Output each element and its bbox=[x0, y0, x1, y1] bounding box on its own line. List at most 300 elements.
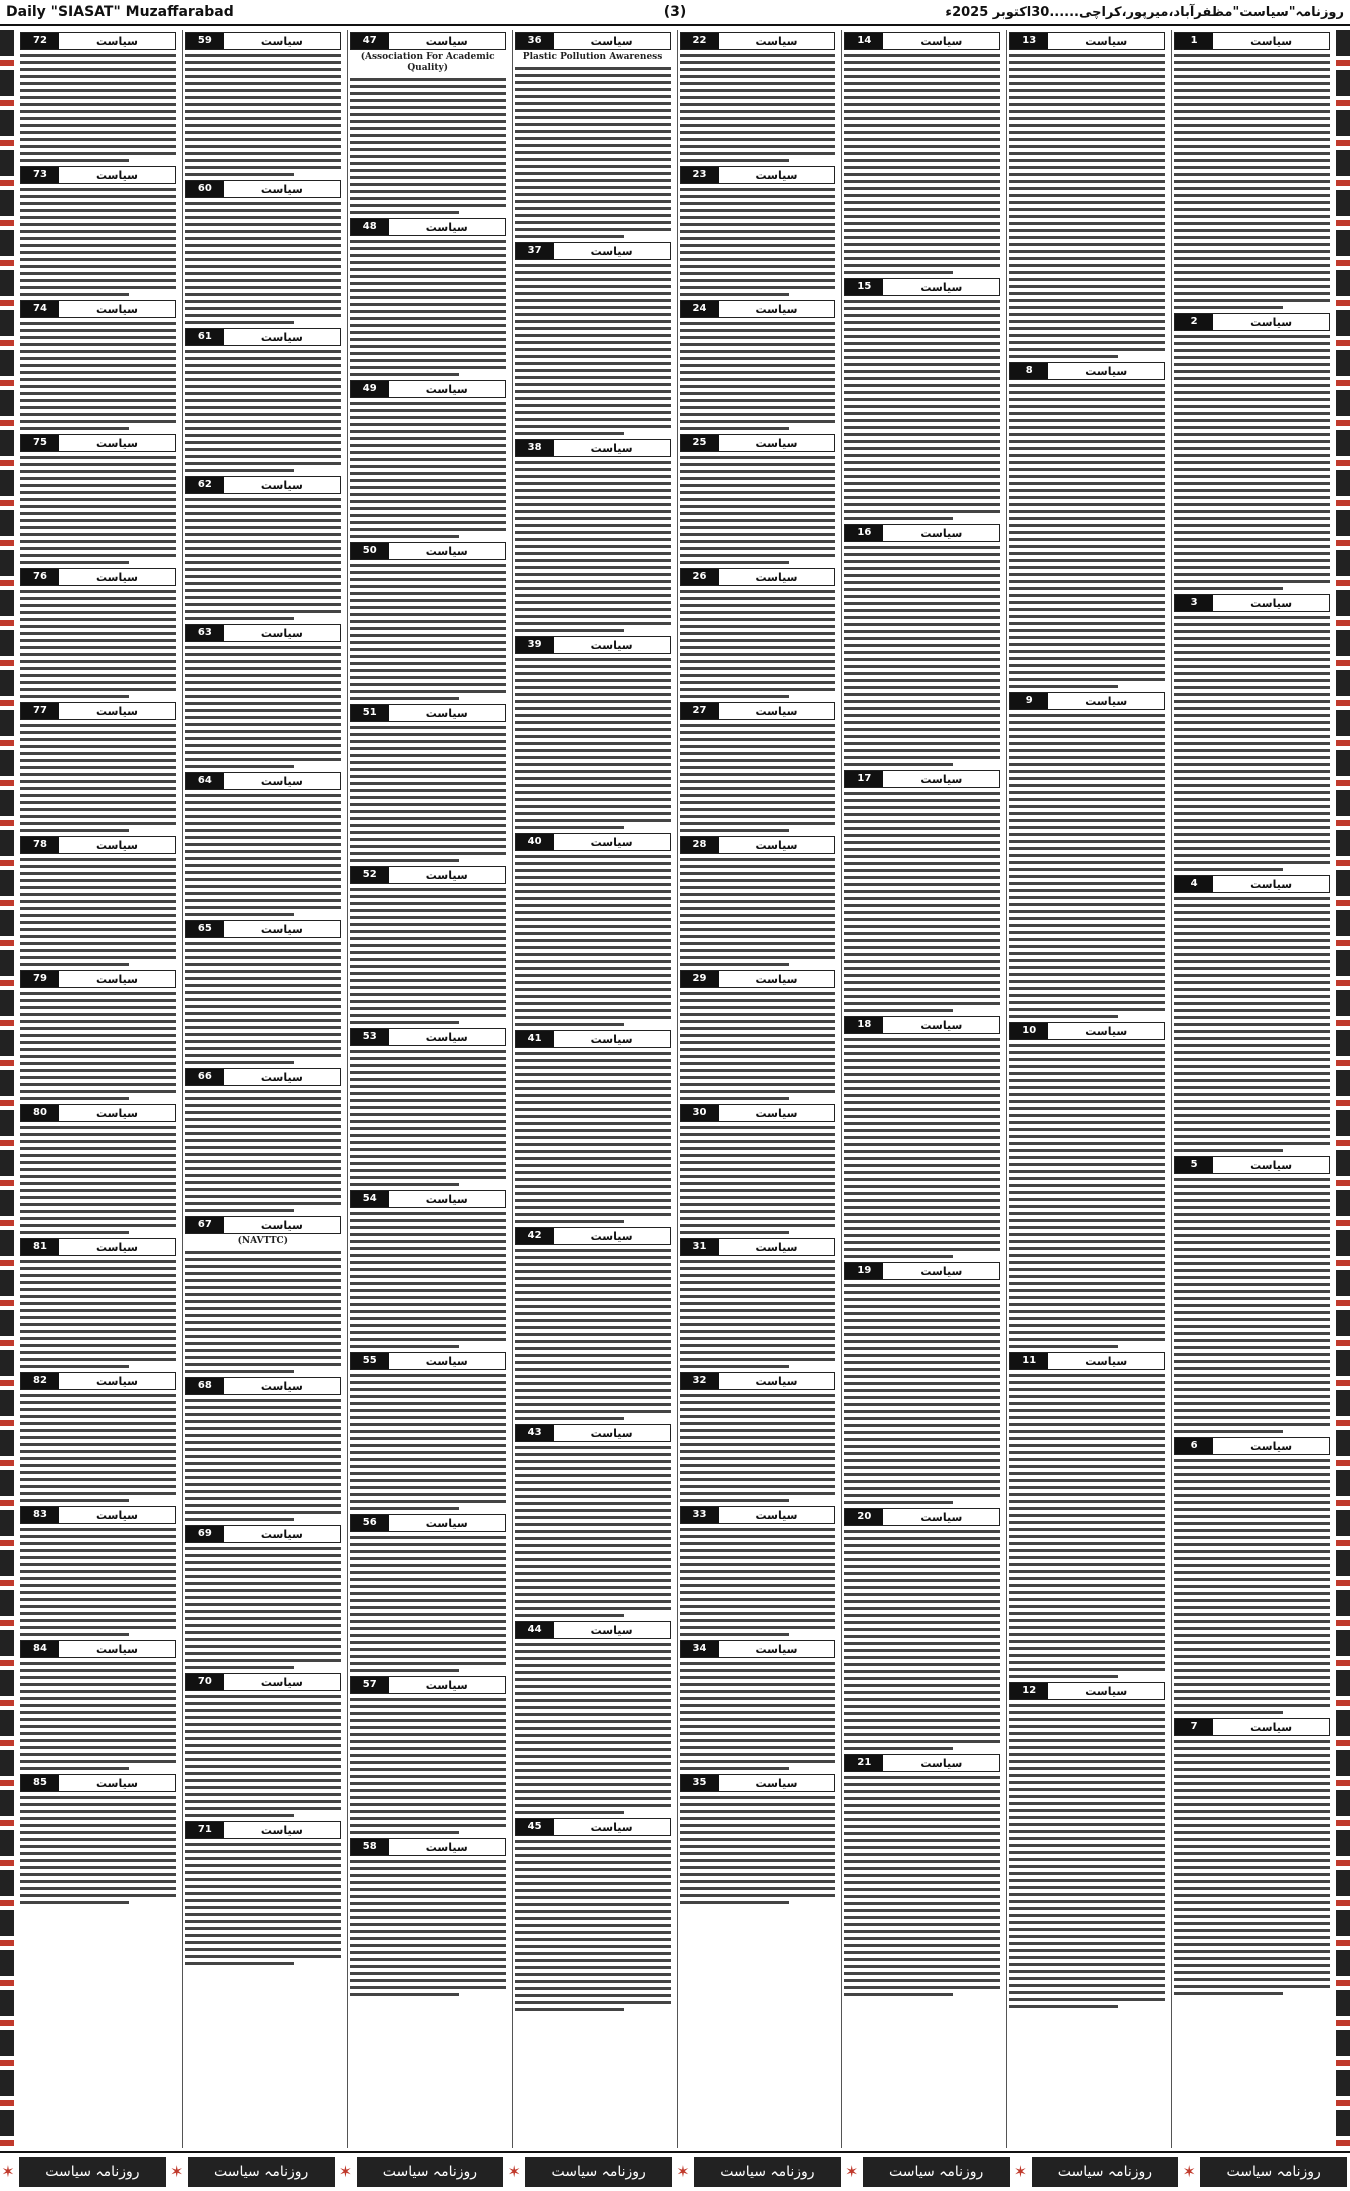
notice-header bbox=[185, 1525, 341, 1543]
text-line bbox=[20, 209, 176, 212]
text-line bbox=[1009, 447, 1165, 450]
notice bbox=[20, 568, 176, 698]
column-2 bbox=[1006, 30, 1167, 2148]
text-line bbox=[680, 251, 836, 254]
text-line bbox=[185, 1490, 341, 1493]
text-line bbox=[1009, 938, 1165, 941]
text-line bbox=[20, 385, 176, 388]
text-line bbox=[1009, 1528, 1165, 1531]
text-line bbox=[515, 151, 671, 154]
text-line bbox=[680, 1062, 836, 1065]
text-line bbox=[515, 179, 671, 182]
text-line bbox=[844, 1881, 1000, 1884]
text-line bbox=[1174, 1508, 1330, 1511]
text-line bbox=[680, 1880, 836, 1883]
notice-header bbox=[844, 1262, 1000, 1280]
text-line bbox=[680, 1732, 836, 1735]
text-line bbox=[350, 775, 506, 778]
text-line bbox=[350, 1564, 506, 1567]
text-line bbox=[20, 223, 176, 226]
text-line bbox=[1174, 335, 1330, 338]
text-line bbox=[1174, 1002, 1330, 1005]
text-line bbox=[185, 427, 341, 430]
text-line bbox=[185, 1314, 341, 1317]
text-line bbox=[515, 1790, 671, 1793]
text-line bbox=[1174, 1107, 1330, 1110]
text-line bbox=[185, 540, 341, 543]
text-line bbox=[680, 357, 836, 360]
notice bbox=[20, 1238, 176, 1368]
notice-body bbox=[185, 1547, 341, 1669]
notice bbox=[844, 32, 1000, 274]
text-line bbox=[844, 1101, 1000, 1104]
text-line bbox=[185, 357, 341, 360]
text-line bbox=[1174, 405, 1330, 408]
text-line bbox=[185, 730, 341, 733]
notice-title: سیاست bbox=[95, 1508, 138, 1522]
notice bbox=[515, 32, 671, 238]
text-line bbox=[185, 1814, 294, 1817]
text-line bbox=[185, 1399, 341, 1402]
text-line bbox=[20, 1069, 176, 1072]
text-line bbox=[680, 1894, 836, 1897]
text-line bbox=[350, 1585, 506, 1588]
text-line bbox=[350, 810, 506, 813]
text-line bbox=[350, 1113, 506, 1116]
text-line bbox=[1174, 1501, 1330, 1504]
notice bbox=[1174, 32, 1330, 309]
notice-title: سیاست bbox=[1250, 34, 1293, 48]
text-line bbox=[680, 1598, 836, 1601]
text-line bbox=[680, 1711, 836, 1714]
text-line bbox=[844, 1551, 1000, 1554]
text-line bbox=[1174, 904, 1330, 907]
text-line bbox=[844, 75, 1000, 78]
notice bbox=[20, 32, 176, 162]
notice-header bbox=[185, 328, 341, 346]
text-line bbox=[20, 1817, 176, 1820]
text-line bbox=[185, 660, 341, 663]
text-line bbox=[1174, 616, 1330, 619]
text-line bbox=[844, 461, 1000, 464]
notice bbox=[185, 180, 341, 324]
text-line bbox=[350, 789, 506, 792]
text-line bbox=[1174, 1585, 1330, 1588]
bottom-label: روزنامہ سیاست bbox=[694, 2157, 841, 2187]
text-line bbox=[20, 124, 176, 127]
text-line bbox=[185, 265, 341, 268]
text-line bbox=[844, 567, 1000, 570]
text-line bbox=[350, 1557, 506, 1560]
text-line bbox=[515, 869, 671, 872]
text-line bbox=[20, 1577, 176, 1580]
text-line bbox=[515, 763, 671, 766]
text-line bbox=[20, 935, 176, 938]
text-line bbox=[680, 223, 836, 226]
notice-title: سیاست bbox=[1085, 694, 1128, 708]
text-line bbox=[350, 1085, 506, 1088]
notice-number: 60 bbox=[186, 181, 224, 197]
notice-body bbox=[515, 1052, 671, 1223]
notice-body bbox=[844, 54, 1000, 274]
text-line bbox=[350, 1444, 506, 1447]
text-line bbox=[1174, 54, 1330, 57]
text-line bbox=[1009, 138, 1165, 141]
text-line bbox=[185, 610, 341, 613]
notice bbox=[185, 1673, 341, 1817]
notice-number: 58 bbox=[351, 1839, 389, 1855]
notice-body bbox=[185, 1843, 341, 1965]
text-line bbox=[1174, 1536, 1330, 1539]
text-line bbox=[680, 674, 836, 677]
notice bbox=[1174, 594, 1330, 871]
text-line bbox=[1174, 159, 1330, 162]
text-line bbox=[844, 1157, 1000, 1160]
text-line bbox=[515, 510, 671, 513]
text-line bbox=[20, 1584, 176, 1587]
text-line bbox=[680, 1852, 836, 1855]
text-line bbox=[350, 1712, 506, 1715]
text-line bbox=[1174, 1676, 1330, 1679]
text-line bbox=[844, 1009, 953, 1012]
text-line bbox=[1009, 215, 1165, 218]
text-line bbox=[20, 1415, 176, 1418]
text-line bbox=[350, 1296, 506, 1299]
text-line bbox=[1174, 798, 1330, 801]
text-line bbox=[350, 1212, 506, 1215]
text-line bbox=[515, 1333, 671, 1336]
text-line bbox=[20, 540, 176, 543]
text-line bbox=[1009, 222, 1165, 225]
text-line bbox=[20, 491, 176, 494]
text-line bbox=[1174, 847, 1330, 850]
text-line bbox=[185, 850, 341, 853]
text-line bbox=[1174, 1929, 1330, 1932]
notice-header bbox=[20, 970, 176, 988]
notice bbox=[515, 833, 671, 1026]
text-line bbox=[20, 1760, 176, 1763]
text-line bbox=[350, 1381, 506, 1384]
text-line bbox=[1009, 461, 1165, 464]
notice-body bbox=[20, 1394, 176, 1502]
text-line bbox=[1174, 637, 1330, 640]
text-line bbox=[1009, 524, 1165, 527]
text-line bbox=[515, 1931, 671, 1934]
text-line bbox=[515, 981, 671, 984]
text-line bbox=[185, 794, 341, 797]
text-line bbox=[185, 152, 341, 155]
text-line bbox=[1009, 391, 1165, 394]
notice-header bbox=[185, 1673, 341, 1691]
text-line bbox=[844, 1347, 1000, 1350]
text-line bbox=[515, 566, 671, 569]
text-line bbox=[1174, 1859, 1330, 1862]
text-line bbox=[185, 1631, 341, 1634]
text-line bbox=[20, 1887, 176, 1890]
notice-body bbox=[350, 1374, 506, 1510]
text-line bbox=[515, 1544, 671, 1547]
text-line bbox=[1174, 264, 1330, 267]
text-line bbox=[20, 1753, 176, 1756]
text-line bbox=[1174, 384, 1330, 387]
text-line bbox=[185, 1589, 341, 1592]
text-line bbox=[844, 1150, 1000, 1153]
text-line bbox=[350, 486, 506, 489]
text-line bbox=[20, 265, 176, 268]
text-line bbox=[350, 1155, 506, 1158]
text-line bbox=[680, 117, 836, 120]
text-line bbox=[515, 777, 671, 780]
notice-header bbox=[1009, 1682, 1165, 1700]
text-line bbox=[1009, 812, 1165, 815]
text-line bbox=[185, 498, 341, 501]
notice-title: سیاست bbox=[95, 302, 138, 316]
text-line bbox=[185, 737, 341, 740]
text-line bbox=[515, 714, 671, 717]
text-line bbox=[185, 1455, 341, 1458]
text-line bbox=[20, 279, 176, 282]
text-line bbox=[185, 378, 341, 381]
text-line bbox=[515, 1150, 671, 1153]
text-line bbox=[185, 1160, 341, 1163]
text-line bbox=[1009, 875, 1165, 878]
text-line bbox=[20, 427, 129, 430]
text-line bbox=[844, 89, 1000, 92]
text-line bbox=[515, 1319, 671, 1322]
text-line bbox=[1009, 854, 1165, 857]
notice bbox=[1009, 32, 1165, 358]
text-line bbox=[185, 1434, 341, 1437]
text-line bbox=[680, 900, 836, 903]
text-line bbox=[350, 465, 506, 468]
text-line bbox=[185, 110, 341, 113]
text-line bbox=[1009, 1121, 1165, 1124]
text-line bbox=[515, 658, 671, 661]
notice bbox=[350, 380, 506, 538]
text-line bbox=[1009, 1177, 1165, 1180]
text-line bbox=[350, 479, 506, 482]
text-line bbox=[1009, 1767, 1165, 1770]
text-line bbox=[515, 728, 671, 731]
text-line bbox=[185, 1582, 341, 1585]
notice-title: سیاست bbox=[590, 638, 633, 652]
text-line bbox=[185, 1012, 341, 1015]
text-line bbox=[1009, 1851, 1165, 1854]
text-line bbox=[350, 1655, 506, 1658]
text-line bbox=[350, 1860, 506, 1863]
text-line bbox=[844, 1305, 1000, 1308]
text-line bbox=[350, 493, 506, 496]
text-line bbox=[844, 721, 1000, 724]
text-line bbox=[844, 588, 1000, 591]
notice-header bbox=[680, 970, 836, 988]
text-line bbox=[20, 815, 176, 818]
notice bbox=[515, 636, 671, 829]
notice-header bbox=[20, 1640, 176, 1658]
text-line bbox=[515, 1368, 671, 1371]
text-line bbox=[185, 885, 341, 888]
text-line bbox=[680, 949, 836, 952]
notice-body bbox=[20, 1260, 176, 1368]
text-line bbox=[844, 1389, 1000, 1392]
notice-body bbox=[1174, 616, 1330, 871]
text-line bbox=[844, 932, 1000, 935]
text-line bbox=[20, 1055, 176, 1058]
text-line bbox=[1174, 665, 1330, 668]
text-line bbox=[515, 1220, 624, 1223]
text-line bbox=[844, 1206, 1000, 1209]
text-line bbox=[1009, 229, 1165, 232]
text-line bbox=[20, 1478, 176, 1481]
text-line bbox=[1174, 735, 1330, 738]
text-line bbox=[185, 1209, 294, 1212]
text-line bbox=[20, 484, 176, 487]
text-line bbox=[844, 1108, 1000, 1111]
text-line bbox=[1174, 721, 1330, 724]
notice-body bbox=[185, 1236, 341, 1373]
text-line bbox=[515, 1213, 671, 1216]
text-line bbox=[20, 625, 176, 628]
text-line bbox=[185, 1765, 341, 1768]
text-line bbox=[350, 1303, 506, 1306]
text-line bbox=[1009, 1598, 1165, 1601]
text-line bbox=[20, 1739, 176, 1742]
text-line bbox=[680, 1027, 836, 1030]
notice-header bbox=[20, 434, 176, 452]
text-line bbox=[515, 102, 671, 105]
notice-number: 75 bbox=[21, 435, 59, 451]
text-line bbox=[1174, 1423, 1330, 1426]
notice bbox=[185, 772, 341, 916]
text-line bbox=[20, 1690, 176, 1693]
notice-title: سیاست bbox=[1085, 1684, 1128, 1698]
text-line bbox=[515, 1361, 671, 1364]
text-line bbox=[350, 1127, 506, 1130]
text-line bbox=[185, 1955, 341, 1958]
text-line bbox=[185, 1132, 341, 1135]
text-line bbox=[515, 946, 671, 949]
notice-title: سیاست bbox=[590, 441, 633, 455]
text-line bbox=[1174, 349, 1330, 352]
text-line bbox=[20, 1422, 176, 1425]
text-line bbox=[515, 1762, 671, 1765]
text-line bbox=[1174, 1065, 1330, 1068]
text-line bbox=[350, 303, 506, 306]
notice-header bbox=[20, 166, 176, 184]
text-line bbox=[1009, 678, 1165, 681]
text-line bbox=[20, 822, 176, 825]
text-line bbox=[20, 1401, 176, 1404]
text-line bbox=[1174, 545, 1330, 548]
text-line bbox=[844, 1593, 1000, 1596]
text-line bbox=[350, 183, 506, 186]
text-line bbox=[20, 406, 176, 409]
notice-title: سیاست bbox=[755, 1508, 798, 1522]
text-line bbox=[20, 1295, 176, 1298]
text-line bbox=[20, 1838, 176, 1841]
text-line bbox=[844, 1459, 1000, 1462]
text-line bbox=[515, 1987, 671, 1990]
text-line bbox=[350, 1169, 506, 1172]
text-line bbox=[844, 665, 1000, 668]
text-line bbox=[20, 1725, 176, 1728]
text-line bbox=[680, 1457, 836, 1460]
text-line bbox=[20, 1189, 176, 1192]
text-line bbox=[844, 110, 1000, 113]
text-line bbox=[1174, 1817, 1330, 1820]
text-line bbox=[680, 653, 836, 656]
text-line bbox=[1009, 257, 1165, 260]
text-line bbox=[844, 876, 1000, 879]
text-line bbox=[1009, 75, 1165, 78]
text-line bbox=[1009, 299, 1165, 302]
text-line bbox=[844, 1712, 1000, 1715]
text-line bbox=[515, 974, 671, 977]
text-line bbox=[20, 872, 176, 875]
text-line bbox=[350, 972, 506, 975]
star-icon: ✶ bbox=[1, 2162, 15, 2181]
text-line bbox=[350, 1986, 506, 1989]
text-line bbox=[515, 1980, 671, 1983]
text-line bbox=[1009, 994, 1165, 997]
text-line bbox=[1009, 334, 1165, 337]
text-line bbox=[515, 1382, 671, 1385]
notice-number: 82 bbox=[21, 1373, 59, 1389]
text-line bbox=[844, 1094, 1000, 1097]
text-line bbox=[515, 2001, 671, 2004]
text-line bbox=[185, 1111, 341, 1114]
text-line bbox=[515, 883, 671, 886]
text-line bbox=[1009, 201, 1165, 204]
text-line bbox=[350, 761, 506, 764]
text-line bbox=[20, 1718, 176, 1721]
text-line bbox=[185, 1483, 341, 1486]
text-line bbox=[1009, 1184, 1165, 1187]
text-line bbox=[185, 899, 341, 902]
text-line bbox=[1009, 1879, 1165, 1882]
notice-header bbox=[20, 1104, 176, 1122]
text-line bbox=[185, 1504, 341, 1507]
notice-header bbox=[20, 1238, 176, 1256]
text-line bbox=[1009, 208, 1165, 211]
text-line bbox=[844, 363, 1000, 366]
text-line bbox=[844, 145, 1000, 148]
text-line bbox=[20, 597, 176, 600]
notice bbox=[680, 1774, 836, 1904]
text-line bbox=[515, 320, 671, 323]
text-line bbox=[844, 1874, 1000, 1877]
text-line bbox=[350, 1374, 506, 1377]
text-line bbox=[1009, 1605, 1165, 1608]
text-line bbox=[20, 322, 176, 325]
text-line bbox=[20, 1563, 176, 1566]
text-line bbox=[20, 378, 176, 381]
text-line bbox=[1174, 559, 1330, 562]
text-line bbox=[1174, 819, 1330, 822]
text-line bbox=[1174, 461, 1330, 464]
notice-title: سیاست bbox=[260, 1823, 303, 1837]
notice-number: 3 bbox=[1175, 595, 1213, 611]
notice-header bbox=[350, 542, 506, 560]
notice-title: سیاست bbox=[920, 280, 963, 294]
column-3 bbox=[841, 30, 1002, 2148]
notice-body bbox=[20, 1796, 176, 1904]
text-line bbox=[680, 110, 836, 113]
text-line bbox=[844, 1818, 1000, 1821]
notice-header bbox=[1174, 1156, 1330, 1174]
text-line bbox=[350, 352, 506, 355]
text-line bbox=[1174, 1564, 1330, 1567]
